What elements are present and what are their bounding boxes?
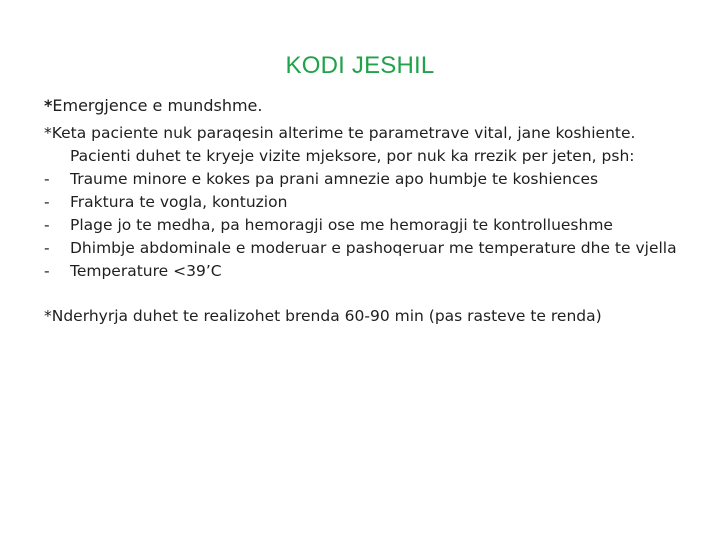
list-item-text: Temperature <39’C	[70, 262, 222, 280]
list-item	[44, 191, 704, 214]
bullet-dash: -	[44, 170, 50, 188]
subtitle-star: *	[44, 96, 53, 115]
subtitle	[44, 94, 704, 117]
list-item	[44, 237, 680, 260]
list-item	[44, 260, 704, 283]
criteria-list	[44, 168, 704, 283]
bullet-dash: -	[44, 216, 50, 234]
subtitle-text: Emergjence e mundshme.	[52, 96, 263, 115]
description-line-1: *Keta paciente nuk paraqesin alterime te parametrave vital, jane koshiente.	[44, 124, 636, 142]
description-line-2: Pacienti duhet te kryeje vizite mjeksore, por nuk ka rrezik per jeten, psh:	[70, 147, 635, 165]
list-item-text: Dhimbje abdominale e moderuar e pashoqeruar me temperature dhe te vjella	[70, 239, 677, 257]
slide-title: KODI JESHIL	[285, 52, 435, 79]
bullet-dash: -	[44, 193, 50, 211]
timing-note: *Nderhyrja duhet te realizohet brenda 60-90 min (pas rasteve te renda)	[44, 307, 602, 325]
list-item-text: Fraktura te vogla, kontuzion	[70, 193, 288, 211]
list-item	[44, 214, 704, 237]
list-item	[44, 168, 704, 191]
slide-content	[44, 94, 704, 328]
list-item-text: Traume minore e kokes pa prani amnezie apo humbje te koshiences	[70, 170, 599, 188]
bullet-dash: -	[44, 262, 50, 280]
bullet-dash: -	[44, 239, 50, 257]
list-item-text: Plage jo te medha, pa hemoragji ose me hemoragji te kontrollueshme	[70, 216, 613, 234]
